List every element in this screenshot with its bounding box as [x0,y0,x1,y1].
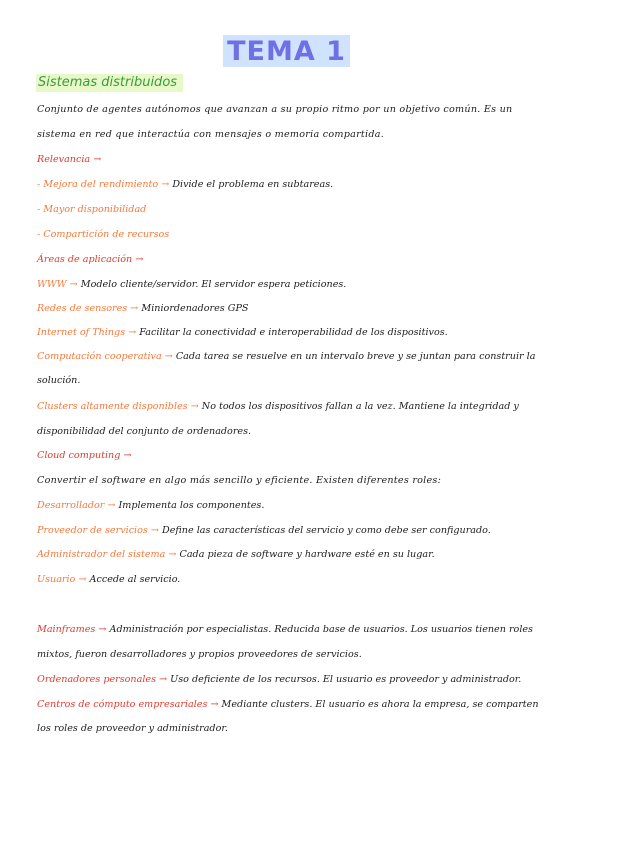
area-clusters: Clusters altamente disponibles → No todos los dispositivos fallan a la vez. Mantiene la integridad y [37,401,519,412]
mainframes-cont: mixtos, fueron desarrolladores y propios proveedores de servicios. [37,649,362,660]
arrow-icon: → [210,699,219,710]
arrow-icon: → [161,179,170,190]
section-subtitle: Sistemas distribuidos [36,74,183,92]
area-iot: Internet of Things → Facilitar la conectividad e interoperabilidad de los dispositivos. [37,327,448,338]
arrow-icon: → [190,401,199,412]
cloud-intro: Convertir el software en algo más sencillo y eficiente. Existen diferentes roles: [37,475,442,486]
arrow-icon: → [107,500,116,511]
area-coop: Computación cooperativa → Cada tarea se resuelve en un intervalo breve y se juntan para construir la [37,351,536,362]
title-highlight [223,35,350,67]
personales-entry: Ordenadores personales → Uso deficiente de los recursos. El usuario es proveedor y administrador. [37,674,522,685]
arrow-icon: → [135,254,144,265]
relevancia-item: - Compartición de recursos [37,229,170,240]
mainframes-entry: Mainframes → Administración por especialistas. Reducida base de usuarios. Los usuarios tienen roles [37,624,533,635]
areas-heading: Áreas de aplicación → [37,254,144,265]
centros-cont: los roles de proveedor y administrador. [37,723,228,734]
arrow-icon: → [93,154,102,165]
area-coop-cont: solución. [37,375,81,386]
relevancia-item: - Mejora del rendimiento → Divide el problema en subtareas. [37,179,334,190]
arrow-icon: → [123,450,132,461]
arrow-icon: → [78,574,87,585]
intro-line-1: Conjunto de agentes autónomos que avanzan a su propio ritmo por un objetivo común. Es un [37,104,513,115]
area-clusters-cont: disponibilidad del conjunto de ordenadores. [37,426,252,437]
arrow-icon: → [164,351,173,362]
centros-entry: Centros de cómputo empresariales → Mediante clusters. El usuario es ahora la empresa, se comparten [37,699,539,710]
relevancia-item: - Mayor disponibilidad [37,204,147,215]
arrow-icon: → [128,327,137,338]
arrow-icon: → [150,525,159,536]
page-title: TEMA 1 [227,35,346,67]
intro-line-2: sistema en red que interactúa con mensajes o memoria compartida. [37,129,385,140]
arrow-icon: → [130,303,139,314]
arrow-icon: → [69,279,78,290]
cloud-role: Desarrollador → Implementa los componentes. [37,500,265,511]
cloud-heading: Cloud computing → [37,450,132,461]
area-www: WWW → Modelo cliente/servidor. El servidor espera peticiones. [37,279,347,290]
cloud-role: Administrador del sistema → Cada pieza de software y hardware esté en su lugar. [37,549,435,560]
relevancia-heading: Relevancia → [37,154,102,165]
arrow-icon: → [98,624,107,635]
cloud-role: Usuario → Accede al servicio. [37,574,181,585]
cloud-role: Proveedor de servicios → Define las características del servicio y como debe ser configurado. [37,525,491,536]
area-redes: Redes de sensores → Miniordenadores GPS [37,303,249,314]
arrow-icon: → [168,549,177,560]
arrow-icon: → [159,674,168,685]
